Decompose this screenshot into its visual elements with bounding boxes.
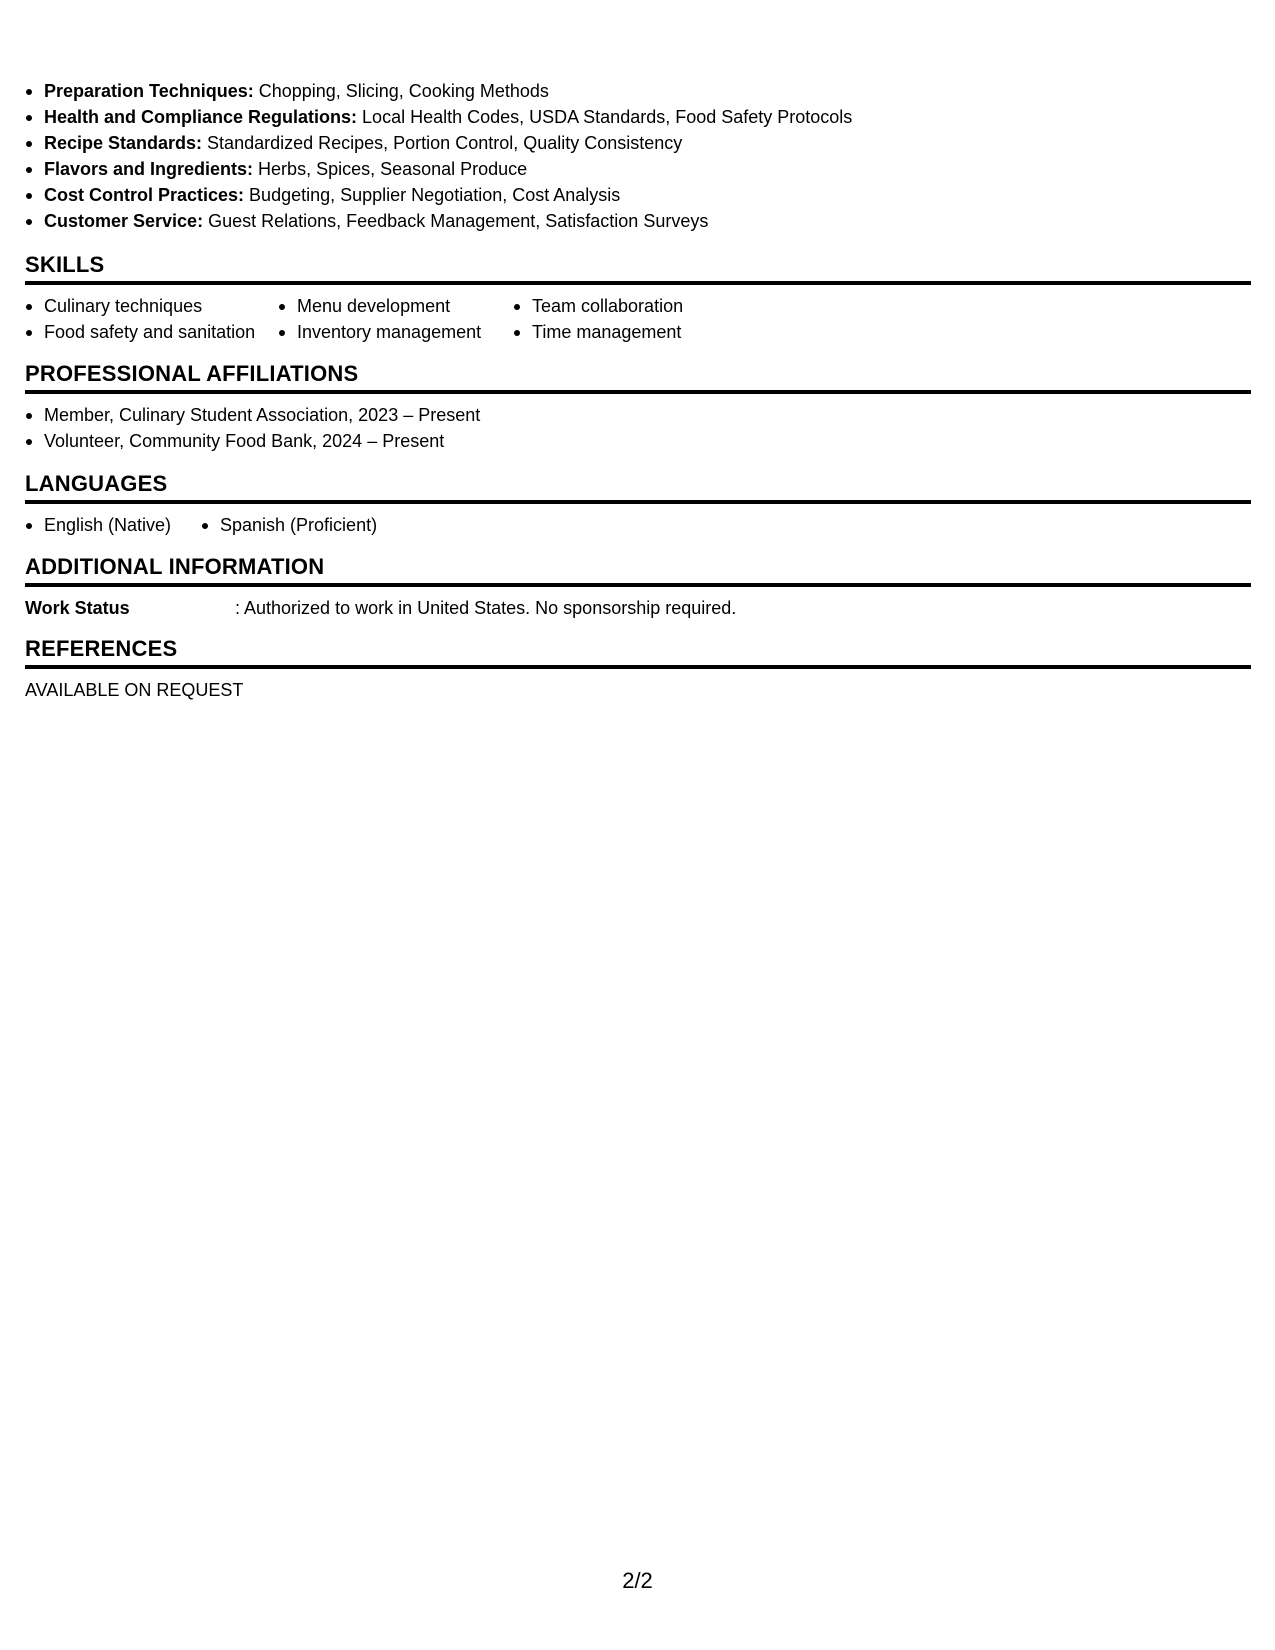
list-item [25,78,1251,104]
skills-list [25,293,1251,345]
section-divider [25,500,1251,504]
section-title-additional: ADDITIONAL INFORMATION [25,554,325,579]
list-item: Spanish (Proficient) [201,512,421,538]
list-item: Team collaboration [513,293,743,319]
item-keyword: Preparation Techniques: [44,81,254,101]
list-item: Inventory management [278,319,513,345]
work-status-label: Work Status [25,598,130,618]
section-title-references: REFERENCES [25,636,178,661]
work-status-row [25,595,1251,621]
section-divider [25,583,1251,587]
item-detail: Guest Relations, Feedback Management, Satisfaction Surveys [203,211,709,231]
resume-page [25,78,1251,703]
section-divider [25,665,1251,669]
item-detail: Chopping, Slicing, Cooking Methods [253,81,549,101]
languages-section [25,470,1251,538]
list-item: Volunteer, Community Food Bank, 2024 – Present [25,428,1251,454]
affiliations-section [25,360,1251,454]
item-detail: Local Health Codes, USDA Standards, Food Safety Protocols [357,107,853,127]
references-section [25,635,1251,703]
item-detail: Herbs, Spices, Seasonal Produce [253,159,528,179]
list-item: English (Native) [25,512,201,538]
work-status-value: : Authorized to work in United States. No sponsorship required. [235,598,737,618]
list-item: Culinary techniques [25,293,278,319]
item-detail: Standardized Recipes, Portion Control, Quality Consistency [202,133,683,153]
affiliations-list [25,402,1251,454]
item-keyword: Customer Service: [44,211,204,231]
item-keyword: Cost Control Practices: [44,185,245,205]
languages-list [25,512,1251,538]
section-divider [25,390,1251,394]
additional-info-section [25,553,1251,621]
item-keyword: Recipe Standards: [44,133,203,153]
list-item [25,104,1251,130]
list-item: Menu development [278,293,513,319]
item-detail: Budgeting, Supplier Negotiation, Cost Analysis [244,185,621,205]
references-text: AVAILABLE ON REQUEST [25,680,244,700]
expertise-list [25,78,1251,234]
section-title-languages: LANGUAGES [25,471,168,496]
list-item [25,182,1251,208]
list-item: Food safety and sanitation [25,319,278,345]
item-keyword: Flavors and Ingredients: [44,159,254,179]
section-title-skills: SKILLS [25,252,105,277]
list-item [25,130,1251,156]
list-item [25,156,1251,182]
page-number: 2/2 [622,1568,653,1593]
section-divider [25,281,1251,285]
skills-section [25,251,1251,345]
list-item: Member, Culinary Student Association, 2023 – Present [25,402,1251,428]
list-item [25,208,1251,234]
section-title-affiliations: PROFESSIONAL AFFILIATIONS [25,361,359,386]
list-item: Time management [513,319,743,345]
item-keyword: Health and Compliance Regulations: [44,107,358,127]
